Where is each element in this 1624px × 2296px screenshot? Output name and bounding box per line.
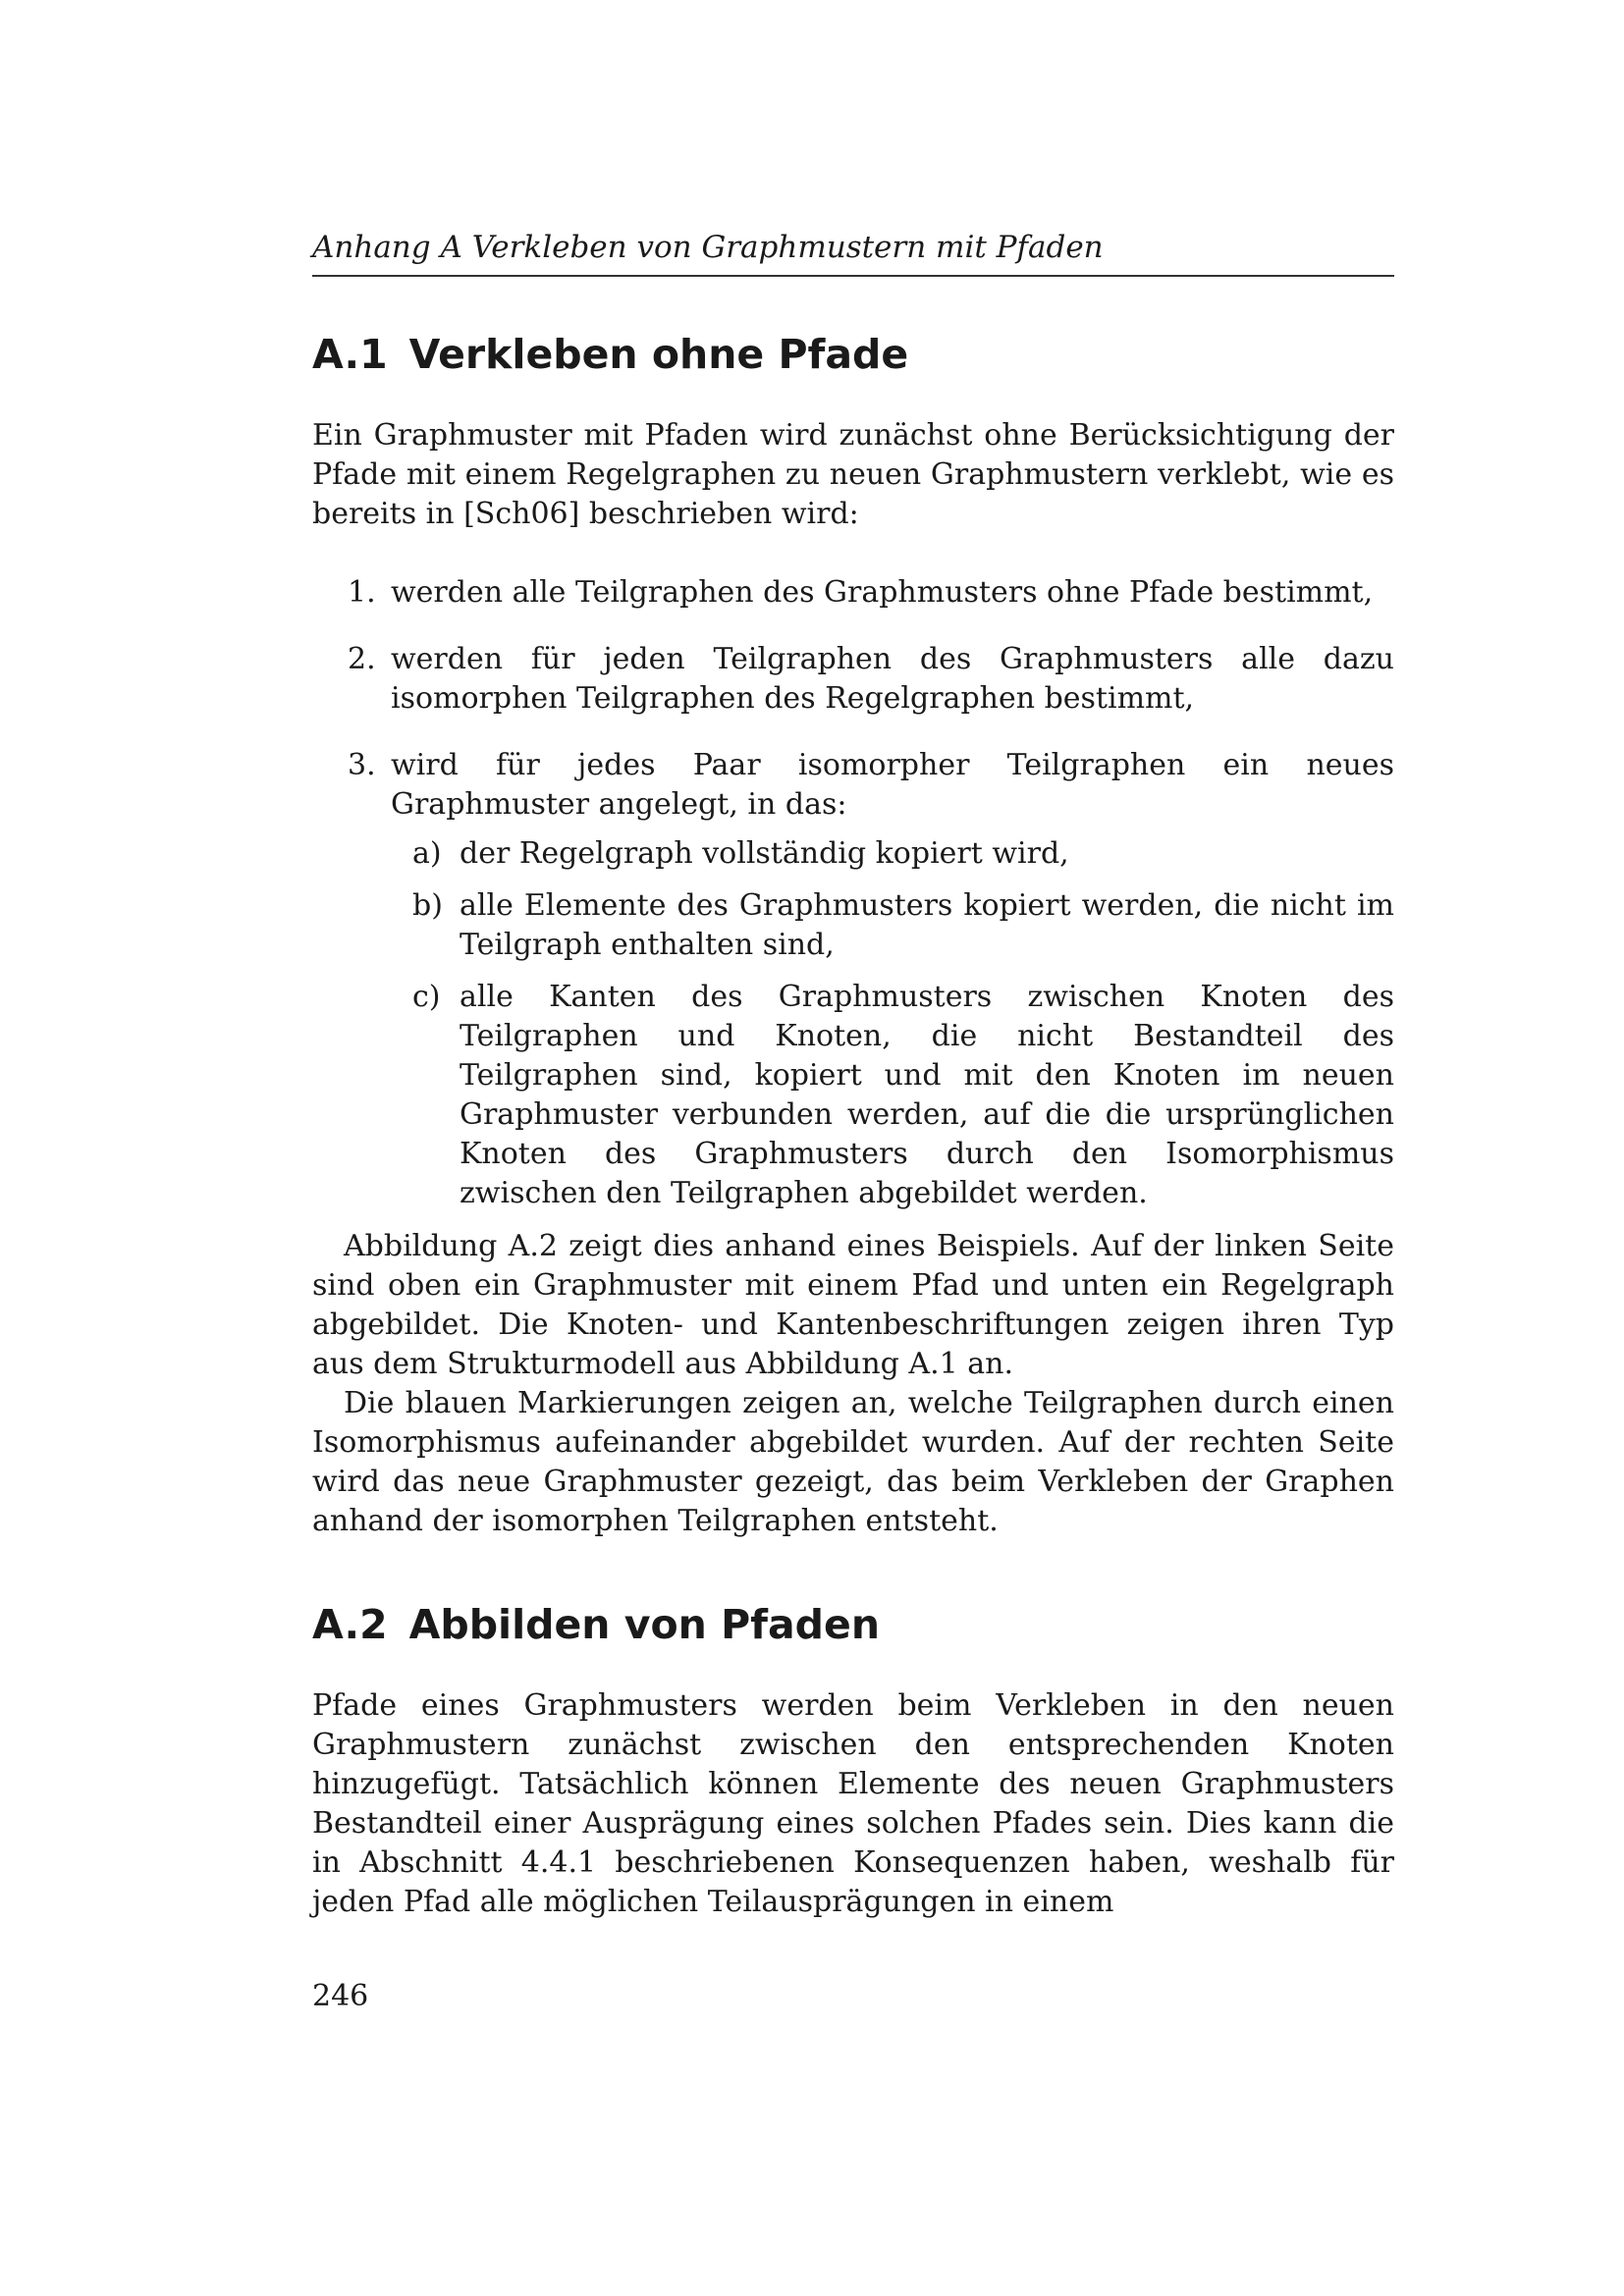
section2-paragraph: Pfade eines Graphmusters werden beim Verkleben in den neuen Graphmustern zunächst zwischen den entsprechenden Knoten hinzugefügt. Tatsächlich können Elemente des neuen Graphmusters Bestandteil einer Ausprägung eines solchen Pfades sein. Dies kann die in Abschnitt 4.4.1 beschriebenen Konsequenzen haben, weshalb für jeden Pfad alle möglichen Teilausprägungen in einem xyxy=(312,1688,1394,1919)
list-item xyxy=(312,573,1394,613)
sublist-item xyxy=(312,886,1394,965)
list-item-text: werden alle Teilgraphen des Graphmusters ohne Pfade bestimmt, xyxy=(391,575,1374,610)
figure-paragraph: Abbildung A.2 zeigt dies anhand eines Beispiels. Auf der linken Seite sind oben ein Graphmuster mit einem Pfad und unten ein Regelgraph abgebildet. Die Knoten- und Kantenbeschriftungen zeigen ihren Typ aus dem Strukturmodell aus Abbildung A.1 an. xyxy=(312,1229,1394,1381)
sublist-item xyxy=(312,834,1394,874)
list-marker: 1. xyxy=(348,575,376,610)
sublist-marker: c) xyxy=(412,980,441,1014)
substeps-list xyxy=(391,834,1394,1213)
section-title: Verkleben ohne Pfade xyxy=(408,331,909,378)
list-item xyxy=(312,640,1394,719)
sublist-item-text: der Regelgraph vollständig kopiert wird, xyxy=(460,836,1069,871)
section-title: Abbilden von Pfaden xyxy=(408,1601,881,1648)
section-heading-a2 xyxy=(312,1600,1394,1649)
steps-list xyxy=(312,573,1394,1226)
list-item xyxy=(312,746,1394,1213)
sublist-marker: b) xyxy=(412,888,443,923)
markings-paragraph: Die blauen Markierungen zeigen an, welche Teilgraphen durch einen Isomorphismus aufeinander abgebildet wurden. Auf der rechten Seite wird das neue Graphmuster gezeigt, das beim Verkleben der Graphen anhand der isomorphen Teilgraphen entsteht. xyxy=(312,1386,1394,1538)
list-marker: 2. xyxy=(348,642,376,676)
list-marker: 3. xyxy=(348,748,376,782)
section-heading-a1 xyxy=(312,330,1394,379)
section-number: A.2 xyxy=(312,1601,388,1648)
intro-paragraph: Ein Graphmuster mit Pfaden wird zunächst ohne Berücksichtigung der Pfade mit einem Regelgraphen zu neuen Graphmustern verklebt, wie es bereits in [Sch06] beschrieben wird: xyxy=(312,418,1394,531)
sublist-item-text: alle Elemente des Graphmusters kopiert werden, die nicht im Teilgraph enthalten sind, xyxy=(460,888,1394,962)
sublist-marker: a) xyxy=(412,836,442,871)
running-header: Anhang A Verkleben von Graphmustern mit Pfaden xyxy=(312,228,1394,277)
page-number: 246 xyxy=(312,1979,369,2013)
list-item-text: werden für jeden Teilgraphen des Graphmusters alle dazu isomorphen Teilgraphen des Regelgraphen bestimmt, xyxy=(391,642,1394,716)
sublist-item xyxy=(312,978,1394,1213)
section-number: A.1 xyxy=(312,331,388,378)
sublist-item-text: alle Kanten des Graphmusters zwischen Knoten des Teilgraphen und Knoten, die nicht Bestandteil des Teilgraphen sind, kopiert und mit den Knoten im neuen Graphmuster verbunden werden, auf die die ursprünglichen Knoten des Graphmusters durch den Isomorphismus zwischen den Teilgraphen abgebildet werden. xyxy=(460,980,1394,1210)
list-item-text: wird für jedes Paar isomorpher Teilgraphen ein neues Graphmuster angelegt, in das: xyxy=(391,748,1394,822)
